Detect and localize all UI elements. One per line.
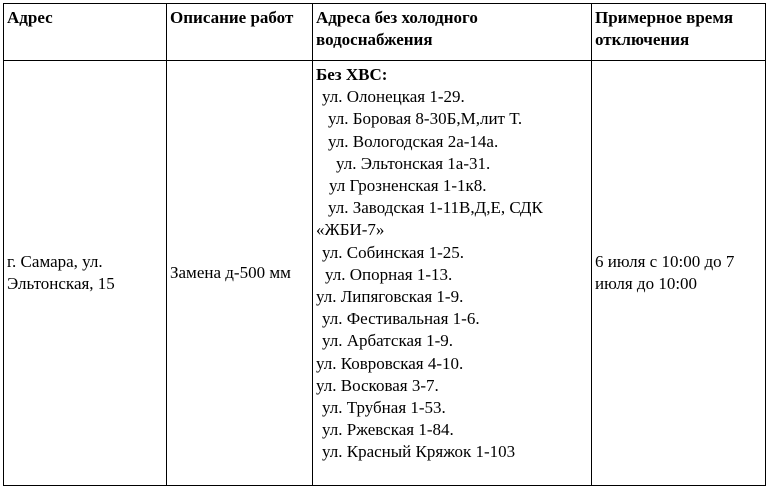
header-work-description: Описание работ xyxy=(167,4,313,61)
outage-table xyxy=(3,3,766,486)
cell-work-description: Замена д-500 мм xyxy=(167,61,313,486)
street-item: ул. Трубная 1-53. xyxy=(322,398,446,418)
cell-outage-time: 6 июля с 10:00 до 7 июля до 10:00 xyxy=(592,61,766,486)
header-row xyxy=(4,4,766,61)
header-approximate-time: Примерное время отключения xyxy=(592,4,766,61)
street-item: ул. Фестивальная 1-6. xyxy=(322,309,480,329)
street-item: ул. Ржевская 1-84. xyxy=(322,420,454,440)
street-item: ул Грозненская 1-1к8. xyxy=(329,176,487,196)
table-row xyxy=(4,61,766,486)
street-item: ул. Олонецкая 1-29. xyxy=(322,87,465,107)
street-item: ул. Боровая 8-30Б,М,лит Т. xyxy=(328,109,523,129)
header-address: Адрес xyxy=(4,4,167,61)
street-item: ул. Восковая 3-7. xyxy=(316,375,439,395)
street-item: ул. Опорная 1-13. xyxy=(325,264,453,284)
street-item: ул. Липяговская 1-9. xyxy=(316,287,464,307)
street-item: ул. Вологодская 2а-14а. xyxy=(328,131,499,151)
street-item: ул. Собинская 1-25. xyxy=(322,242,464,262)
cell-address: г. Самара, ул. Эльтонская, 15 xyxy=(4,61,167,486)
header-addresses-without-cold-water: Адреса без холодного водоснабжения xyxy=(313,4,592,61)
street-item: ул. Ковровская 4-10. xyxy=(316,353,464,373)
street-item: ул. Красный Кряжок 1-103 xyxy=(322,442,516,462)
street-item: ул. Арбатская 1-9. xyxy=(322,331,453,351)
cell-affected-addresses xyxy=(313,61,592,486)
no-cold-water-label: Без ХВС: xyxy=(316,65,388,84)
street-item: ул. Эльтонская 1а-31. xyxy=(336,153,491,173)
street-item: ул. Заводская 1-11В,Д,Е, СДК «ЖБИ-7» xyxy=(316,198,543,240)
